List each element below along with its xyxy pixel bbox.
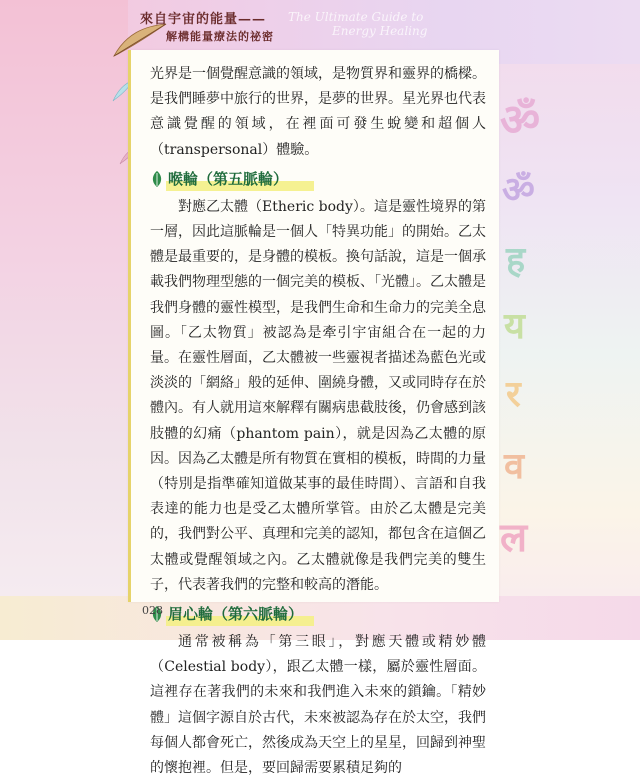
sanskrit-glyph-6: व	[504, 446, 525, 487]
watermark-line-2: Energy Healing	[332, 24, 428, 38]
section-heading-brow-chakra	[150, 600, 486, 630]
sanskrit-glyph-2: ॐ	[502, 170, 535, 211]
sanskrit-glyph-3: ह	[506, 240, 526, 281]
paragraph-celestial-body: 通常被稱為「第三眼」，對應天體或精妙體（Celestial body），跟乙太體一樣，屬於靈性層面。這裡存在著我們的未來和我們進入未來的鎖鑰。「精妙體」這個字源自於古代，未來被認為存在於太空，我們每個人都會死亡，然後成為天空上的星星，回歸到神聖的懷抱裡。但是，要回歸需要累積足夠的	[150, 634, 486, 777]
heading-text: 眉心輪（第六脈輪）	[168, 605, 304, 624]
section-heading-throat-chakra	[150, 165, 486, 195]
paragraph-etheric-body: 對應乙太體（Etheric body）。這是靈性境界的第一層，因此這脈輪是一個人「特異功能」的開始。乙太體是最重要的，是身體的模板。換句話說，這是一個承載我們物理型態的一個完美的模板、「光體」。乙太體是我們身體的靈性模型，是我們生命和生命力的完美全息圖。「乙太物質」被認為是牽引宇宙組合在一起的力量。在靈性層面，乙太體被一些靈視者描述為藍色光或淡淡的「網絡」般的延伸、圍繞身體，又或同時存在於體內。有人就用這來解釋有關病患截肢後，仍會感到該肢體的幻痛（phantom pain），就是因為乙太體的原因。因為乙太體是所有物質在實相的模板，時間的力量（特別是指準確知道做某事的最佳時間）、言語和自我表達的能力也是受乙太體所掌管。由於乙太體是完美的，我們對公平、真理和完美的認知，都包含在這個乙太體或覺醒領域之內。乙太體就像是我們完美的雙生子，代表著我們的完整和較高的潛能。	[150, 198, 486, 593]
paragraph-astral: 光界是一個覺醒意識的領域，是物質界和靈界的橋樑。是我們睡夢中旅行的世界，是夢的世界。星光界也代表意識覺醒的領域，在裡面可發生蛻變和超個人（transpersonal）體驗。	[150, 66, 486, 158]
leaf-icon	[150, 170, 164, 188]
sanskrit-glyph-7: ल	[500, 515, 528, 561]
watermark-line-1: The Ultimate Guide to	[288, 10, 424, 24]
sanskrit-glyph-4: य	[504, 306, 525, 347]
sanskrit-glyph-5: र	[506, 374, 521, 415]
book-title: 來自宇宙的能量——	[140, 12, 267, 27]
page-content	[150, 62, 486, 781]
running-header	[140, 8, 290, 52]
heading-text: 喉輪（第五脈輪）	[168, 169, 289, 188]
page-number: 028	[142, 604, 163, 617]
book-subtitle: 解構能量療法的祕密	[166, 30, 274, 43]
left-decorative-band	[0, 0, 128, 640]
script-watermark	[288, 10, 468, 50]
sanskrit-glyph-1: ॐ	[500, 95, 541, 146]
